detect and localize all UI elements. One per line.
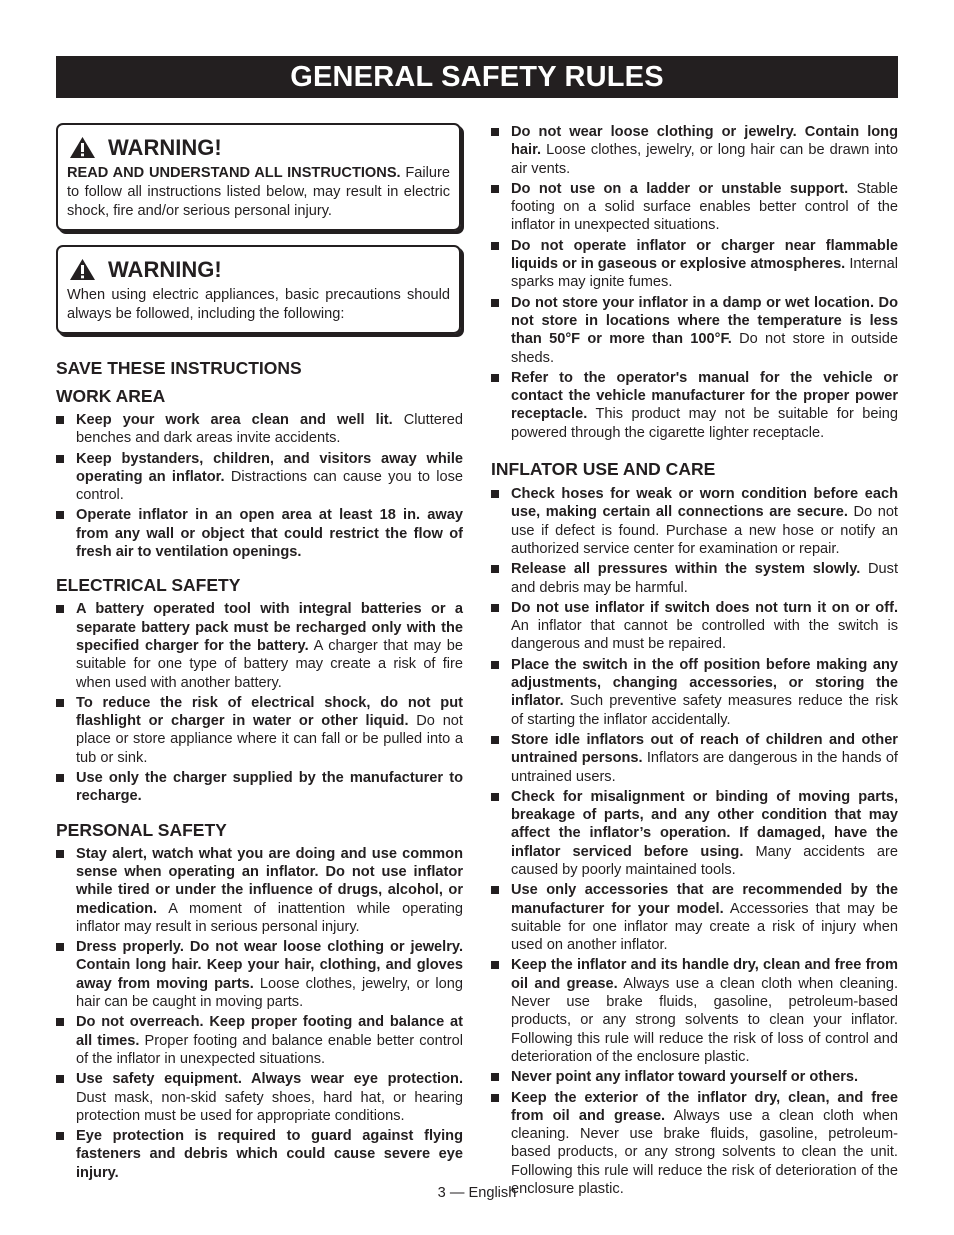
page-footer: 3 — English <box>437 1185 517 1201</box>
warning-title: WARNING! <box>108 134 222 160</box>
list-item: Use safety equipment. Always wear eye protection. Dust mask, non-skid safety shoes, hard hat, or hearing protection must be used for appropriate conditions. <box>56 1070 463 1125</box>
list-item: Dress properly. Do not wear loose clothing or jewelry. Contain long hair. Keep your hair, clothing, and gloves away from moving parts. Loose clothes, jewelry, or long hair can be caught in moving parts. <box>56 938 463 1011</box>
warning-box-1 <box>56 123 461 231</box>
list-item: Never point any inflator toward yourself or others. <box>491 1068 898 1086</box>
list-item: A battery operated tool with integral batteries or a separate battery pack must be recharged only with the specified charger for the battery. A charger that may be suitable for one type of battery may create a risk of fire when used with another battery. <box>56 600 463 691</box>
list-item: Keep the exterior of the inflator dry, clean, and free from oil and grease. Always use a clean cloth when cleaning. Never use brake fluids, gasoline, petroleum-based products, or any strong solvents to clean the unit. Following this rule will reduce the risk of deterioration of the enclosure plastic. <box>491 1089 898 1199</box>
list-item: To reduce the risk of electrical shock, do not put flashlight or charger in water or other liquid. Do not place or store appliance where it can fall or be pulled into a tub or sink. <box>56 694 463 767</box>
warning-text: READ AND UNDERSTAND ALL INSTRUCTIONS. Failure to follow all instructions listed below, may result in electric shock, fire and/or serious personal injury. <box>67 165 450 219</box>
warning-title: WARNING! <box>108 256 222 282</box>
list-item: Eye protection is required to guard against flying fasteners and debris which could cause severe eye injury. <box>56 1127 463 1182</box>
work-area-list <box>56 411 463 561</box>
work-area-heading: WORK AREA <box>56 386 166 406</box>
list-item: Operate inflator in an open area at least 18 in. away from any wall or object that could restrict the flow of fresh air to ventilation openings. <box>56 506 463 561</box>
list-item: Keep the inflator and its handle dry, clean and free from oil and grease. Always use a clean cloth when cleaning. Never use brake fluids, gasoline, petroleum-based products, or any strong solvents to clean your inflator. Following this rule will reduce the risk of loss of control and deterioration of the enclosure plastic. <box>491 956 898 1066</box>
page-title: GENERAL SAFETY RULES <box>56 56 898 98</box>
list-item: Do not overreach. Keep proper footing and balance at all times. Proper footing and balance enable better control of the inflator in unexpected situations. <box>56 1013 463 1068</box>
list-item: Keep bystanders, children, and visitors away while operating an inflator. Distractions can cause you to lose control. <box>56 450 463 505</box>
save-instructions-heading: SAVE THESE INSTRUCTIONS <box>56 358 302 378</box>
left-column <box>56 123 463 1184</box>
right-column <box>491 123 898 1200</box>
list-item: Do not use inflator if switch does not turn it on or off. An inflator that cannot be controlled with the switch is dangerous and must be repaired. <box>491 599 898 654</box>
inflator-use-heading: INFLATOR USE AND CARE <box>491 459 716 480</box>
warning-triangle-icon <box>69 136 96 159</box>
list-item: Use only the charger supplied by the manufacturer to recharge. <box>56 769 463 806</box>
list-item: Do not use on a ladder or unstable support. Stable footing on a solid surface enables better control of the inflator in unexpected situations. <box>491 180 898 235</box>
list-item: Store idle inflators out of reach of children and other untrained persons. Inflators are dangerous in the hands of untrained users. <box>491 731 898 786</box>
list-item: Do not operate inflator or charger near flammable liquids or in gaseous or explosive atmospheres. Internal sparks may ignite fumes. <box>491 237 898 292</box>
list-item: Refer to the operator's manual for the vehicle or contact the vehicle manufacturer for the proper power receptacle. This product may not be suitable for being powered through the cigarette lighter receptacle. <box>491 369 898 442</box>
personal-safety-heading: PERSONAL SAFETY <box>56 819 227 840</box>
personal-safety-list <box>56 845 463 1182</box>
inflator-use-list <box>491 485 898 1198</box>
warning-box-2 <box>56 245 461 334</box>
list-item: Place the switch in the off position before making any adjustments, changing accessories, or storing the inflator. Such preventive safety measures reduce the risk of starting the inflator accidentally. <box>491 656 898 729</box>
list-item: Do not store your inflator in a damp or wet location. Do not store in locations where the temperature is less than 50°F or more than 100°F. Do not store in outside sheds. <box>491 294 898 367</box>
list-item: Do not wear loose clothing or jewelry. Contain long hair. Loose clothes, jewelry, or long hair can be drawn into air vents. <box>491 123 898 178</box>
list-item: Use only accessories that are recommended by the manufacturer for your model. Accessories that may be suitable for one inflator may create a risk of injury when used on another inflator. <box>491 881 898 954</box>
electrical-safety-heading: ELECTRICAL SAFETY <box>56 575 241 596</box>
list-item: Stay alert, watch what you are doing and use common sense when operating an inflator. Do not use inflator while tired or under the influence of drugs, alcohol, or medication. A moment of inattention while operating inflator may result in serious personal injury. <box>56 845 463 936</box>
electrical-safety-list <box>56 600 463 805</box>
warning-text: When using electric appliances, basic precautions should always be followed, including the following: <box>67 287 450 322</box>
list-item: Check hoses for weak or worn condition before each use, making certain all connections are secure. Do not use if defect is found. Purchase a new hose or notify an authorized service center for examination or repair. <box>491 485 898 558</box>
general-safety-list <box>491 123 898 442</box>
list-item: Release all pressures within the system slowly. Dust and debris may be harmful. <box>491 560 898 597</box>
list-item: Check for misalignment or binding of moving parts, breakage of parts, and any other condition that may affect the inflator’s operation. If damaged, have the inflator serviced before using. Many accidents are caused by poorly maintained tools. <box>491 788 898 879</box>
list-item: Keep your work area clean and well lit. Cluttered benches and dark areas invite accidents. <box>56 411 463 448</box>
warning-triangle-icon <box>69 258 96 281</box>
